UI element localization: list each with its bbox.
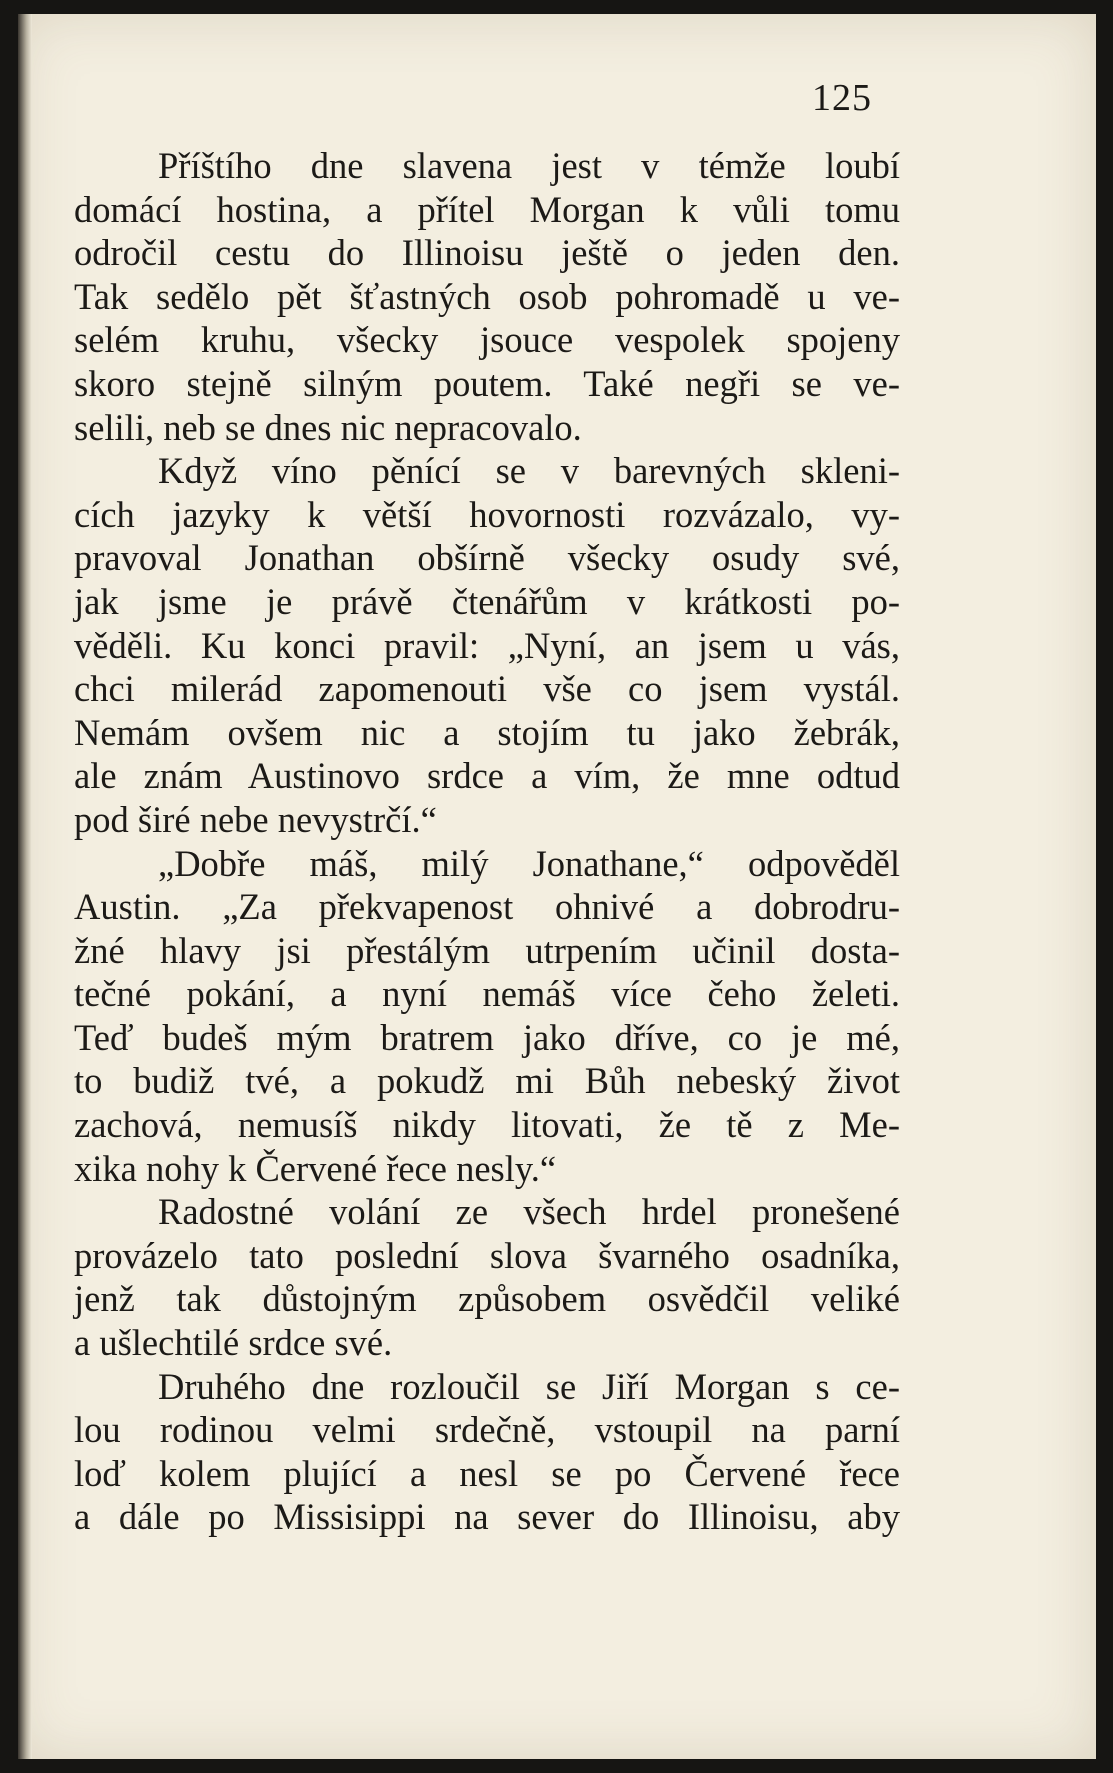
text-line: zachová, nemusíš nikdy litovati, že tě z Me- [74,1104,900,1146]
text-line: chci milerád zapomenouti vše co jsem vystál. [74,668,900,710]
text-line: to budiž tvé, a pokudž mi Bůh nebeský život [74,1060,900,1102]
paragraph [74,1365,900,1539]
text-line: pravoval Jonathan obšírně všecky osudy své, [74,537,900,579]
text-line: domácí hostina, a přítel Morgan k vůli tomu [74,188,900,230]
paragraph [74,1190,900,1364]
text-line: pod širé nebe nevystrčí.“ [74,798,437,840]
text-line: Příštího dne slavena jest v témže loubí [158,145,900,186]
text-line: „Dobře máš, milý Jonathane,“ odpověděl [158,842,900,884]
text-line: Tak sedělo pět šťastných osob pohromadě u ve- [74,275,900,317]
text-line: skoro stejně silným poutem. Také negři se ve- [74,362,900,404]
text-line: ale znám Austinovo srdce a vím, že mne odtud [74,755,900,797]
page-binding-edge [18,14,32,1759]
text-line: Druhého dne rozloučil se Jiří Morgan s ce- [158,1365,900,1407]
text-line: Teď budeš mým bratrem jako dříve, co je mé, [74,1016,900,1058]
text-line: věděli. Ku konci pravil: „Nyní, an jsem u vás, [74,624,900,666]
text-line: jenž tak důstojným způsobem osvědčil veliké [74,1278,900,1320]
text-line: xika nohy k Červené řece nesly.“ [74,1147,557,1189]
text-line: lou rodinou velmi srdečně, vstoupil na parní [74,1409,900,1451]
text-line: a dále po Missisippi na sever do Illinoisu, aby [74,1496,900,1538]
text-line: odročil cestu do Illinoisu ještě o jeden den. [74,232,900,274]
text-line: tečné pokání, a nyní nemáš více čeho želeti. [74,973,900,1015]
text-line: Když víno pěnící se v barevných skleni- [158,450,900,492]
text-line: Nemám ovšem nic a stojím tu jako žebrák, [74,711,900,753]
page-number: 125 [812,77,872,119]
book-page [18,14,1096,1759]
text-line: cích jazyky k větší hovornosti rozvázalo, vy- [74,493,900,535]
text-line: Radostné volání ze všech hrdel pronešené [158,1191,900,1233]
text-line: selili, neb se dnes nic nepracovalo. [74,406,582,448]
paragraph [74,842,900,1191]
text-line: žné hlavy jsi přestálým utrpením učinil dosta- [74,929,900,971]
text-line: loď kolem plující a nesl se po Červené řece [74,1452,900,1494]
paragraph [74,144,900,449]
text-line: selém kruhu, všecky jsouce vespolek spojeny [74,319,900,361]
paragraph [74,449,900,841]
body-text [74,144,900,1539]
text-line: Austin. „Za překvapenost ohnivé a dobrodru- [74,886,900,928]
text-line: jak jsme je právě čtenářům v krátkosti po- [74,580,900,622]
text-line: a ušlechtilé srdce své. [74,1322,393,1364]
text-line: provázelo tato poslední slova švarného osadníka, [74,1234,900,1276]
